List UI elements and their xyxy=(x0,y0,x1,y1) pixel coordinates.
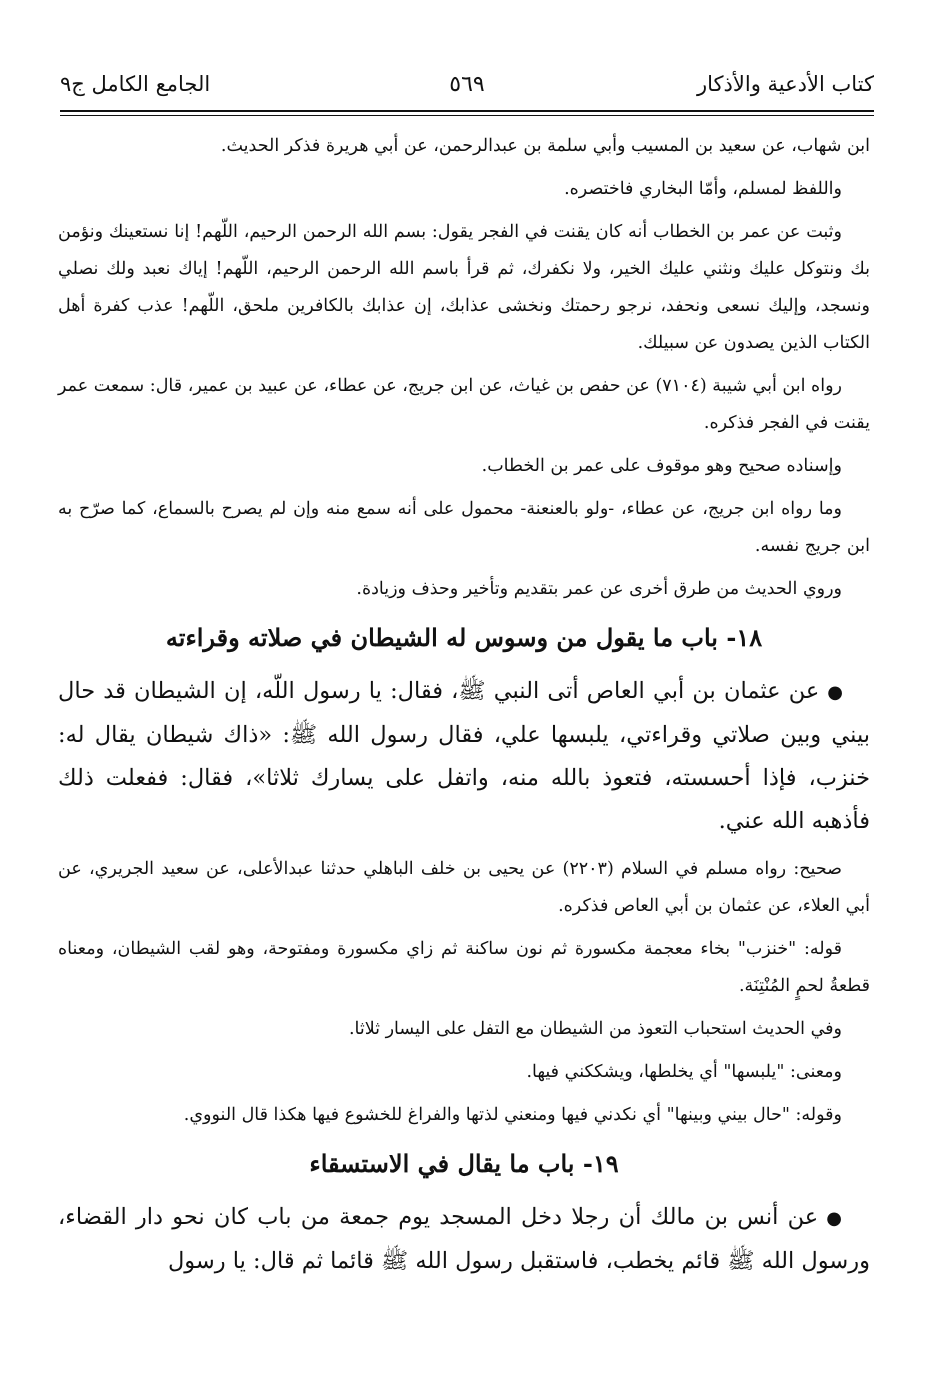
chapter-19-hadith xyxy=(58,1196,870,1283)
page-header xyxy=(60,64,874,104)
header-rule-thick xyxy=(60,110,874,112)
paragraph-wording-note: واللفظ لمسلم، وأمّا البخاري فاختصره. xyxy=(564,179,842,199)
chapter-18-khinzab-note: قوله: "خنزب" بخاء معجمة مكسورة ثم نون ساكنة ثم زاي مكسورة ومفتوحة، وهو لقب الشيطان، ومعناه قطعةُ لحمٍ المُنْتِنَة. xyxy=(58,939,870,996)
bullet-icon: ● xyxy=(826,1208,844,1229)
chapter-18-hadith xyxy=(58,670,870,843)
paragraph-umar-qunut: وثبت عن عمر بن الخطاب أنه كان يقنت في الفجر يقول: بسم الله الرحمن الرحيم، اللّهم! إنا نستعينك ونؤمن بك ونتوكل عليك ونثني عليك الخير، ولا نكفرك، ثم قرأ باسم الله الرحمن الرحيم، اللّهم! إياك نعبد ولك نصلي ونسجد، وإليك نسعى ونحفد، نرجو رحمتك ونخشى عذابك، إن عذابك بالكافرين ملحق، اللّهم! عذب كفرة أهل الكتاب الذين يصدون عن سبيلك. xyxy=(58,222,870,353)
chapter-18-nawawi-note: وقوله: "حال بيني وبينها" أي نكدني فيها ومنعني لذتها والفراغ للخشوع فيها هكذا قال النووي. xyxy=(183,1105,842,1125)
volume-label: الجامع الكامل ج٩ xyxy=(60,72,211,96)
paragraph-isnad-continuation: ابن شهاب، عن سعيد بن المسيب وأبي سلمة بن عبدالرحمن، عن أبي هريرة فذكر الحديث. xyxy=(220,136,870,156)
paragraph-isnad-grade: وإسناده صحيح وهو موقوف على عمر بن الخطاب. xyxy=(481,456,842,476)
page-body xyxy=(58,128,870,1291)
chapter-18-hadith-text: عن عثمان بن أبي العاص أتى النبي ﷺ، فقال: يا رسول اللّه، إن الشيطان قد حال بيني وبين صلاتي وقراءتي، يلبسها علي، فقال رسول الله ﷺ: «ذاك شيطان يقال له: خنزب، فإذا أحسسته، فتعوذ بالله منه، واتفل على يسارك ثلاثا»، فقال: ففعلت ذلك فأذهبه الله عني. xyxy=(58,678,870,834)
chapter-18-yalbisuha-note: ومعنى: "يلبسها" أي يخلطها، ويشككني فيها. xyxy=(526,1062,842,1082)
book-title: كتاب الأدعية والأذكار xyxy=(697,72,874,96)
paragraph-ibn-jurayj-note: وما رواه ابن جريج، عن عطاء، -ولو بالعنعنة- محمول على أنه سمع منه وإن لم يصرح بالسماع، كما صرّح به ابن جريج نفسه. xyxy=(58,499,870,556)
chapter-18-benefit-note: وفي الحديث استحباب التعوذ من الشيطان مع التفل على اليسار ثلاثا. xyxy=(348,1019,842,1039)
paragraph-ibn-abi-shaybah: رواه ابن أبي شيبة (٧١٠٤) عن حفص بن غياث، عن ابن جريج، عن عطاء، عن عبيد بن عمير، قال: سمعت عمر يقنت في الفجر فذكره. xyxy=(58,376,870,433)
chapter-19-hadith-text: عن أنس بن مالك أن رجلا دخل المسجد يوم جمعة من باب كان نحو دار القضاء، ورسول الله ﷺ قائم يخطب، فاستقبل رسول الله ﷺ قائما ثم قال: يا رسول xyxy=(58,1204,870,1274)
header-rule-thin xyxy=(60,115,874,116)
page-number: ٥٦٩ xyxy=(449,71,485,97)
chapter-18-heading: ١٨- باب ما يقول من وسوس له الشيطان في صلاته وقراءته xyxy=(165,623,763,652)
chapter-19-heading: ١٩- باب ما يقال في الاستسقاء xyxy=(309,1149,619,1178)
bullet-icon: ● xyxy=(827,682,844,703)
chapter-18-takhrij: صحيح: رواه مسلم في السلام (٢٢٠٣) عن يحيى بن خلف الباهلي حدثنا عبدالأعلى، عن سعيد الجريري، عن أبي العلاء، عن عثمان بن أبي العاص فذكره. xyxy=(58,859,870,916)
paragraph-other-routes: وروي الحديث من طرق أخرى عن عمر بتقديم وتأخير وحذف وزيادة. xyxy=(356,579,842,599)
